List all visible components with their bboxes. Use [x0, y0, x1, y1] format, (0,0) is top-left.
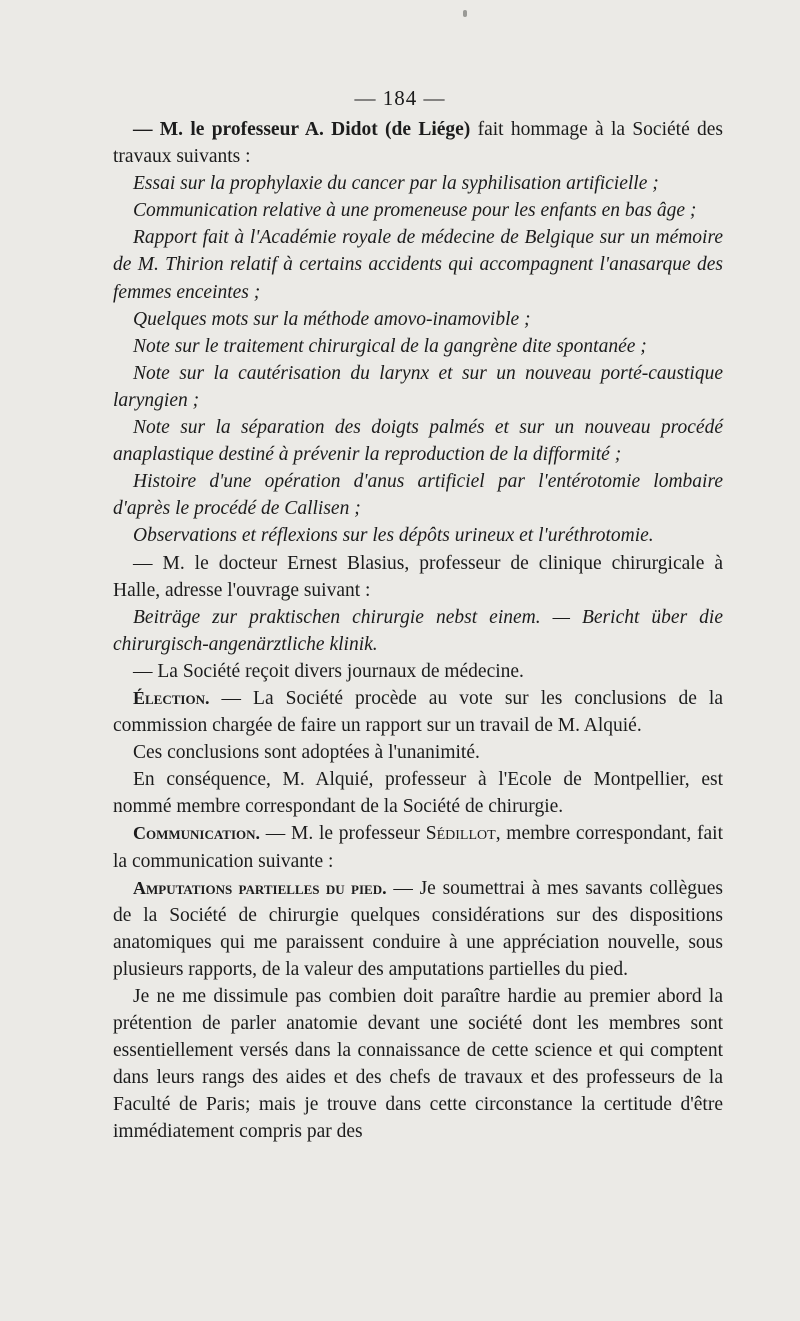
bib-entry: Histoire d'une opération d'anus artificiel par l'entérotomie lombaire d'après le procédé de Callisen ;	[113, 471, 723, 520]
paragraph-election: Élection. — La Société procède au vote sur les conclusions de la commission chargée de faire un rapport sur un travail de M. Alquié.	[113, 687, 723, 737]
bib-entry: Note sur la cautérisation du larynx et sur un nouveau porté-caustique laryngien ;	[113, 362, 723, 411]
paragraph-dissimule: Je ne me dissimule pas combien doit paraître hardie au premier abord la prétention de parler anatomie devant une société dont les membres sont essentiellement versés dans la connaissance de cette science et qui comptent dans leurs rangs des aides et des chefs de travaux et des professeurs de la Faculté de Paris; mais je trouve dans cette circonstance la certitude d'être immédiatement compris par des	[113, 986, 723, 1143]
bib-entry: Rapport fait à l'Académie royale de médecine de Belgique sur un mémoire de M. Thirion relatif à certains accidents qui accompagnent l'anasarque des femmes enceintes ;	[113, 227, 723, 303]
body-text	[113, 116, 723, 1146]
bib-entry: Quelques mots sur la méthode amovo-inamovible ;	[133, 308, 531, 330]
section-heading: Amputations partielles du pied.	[133, 877, 387, 898]
paragraph-journaux: — La Société reçoit divers journaux de médecine.	[133, 660, 524, 682]
bib-entry: Observations et réflexions sur les dépôts urineux et l'uréthrotomie.	[133, 525, 654, 547]
paragraph-conclusions: Ces conclusions sont adoptées à l'unanimité.	[133, 742, 480, 764]
bib-entry: Note sur la séparation des doigts palmés et sur un nouveau procédé anaplastique destiné à prévenir la reproduction de la difformité ;	[113, 417, 723, 466]
page-number: — 184 —	[354, 86, 446, 110]
bib-entry: Note sur le traitement chirurgical de la gangrène dite spontanée ;	[133, 335, 647, 357]
section-heading: Élection.	[133, 687, 210, 708]
bib-entry: Beiträge zur praktischen chirurgie nebst einem. — Bericht über die chirurgisch-angenärztliche klinik.	[113, 606, 723, 655]
paragraph-blasius: — M. le docteur Ernest Blasius, professeur de clinique chirurgicale à Halle, adresse l'ouvrage suivant :	[113, 552, 723, 601]
paragraph-didot: — M. le professeur A. Didot (de Liége) fait hommage à la Société des travaux suivants :	[113, 119, 724, 168]
paragraph-communication: Communication. — M. le professeur Sédillot, membre correspondant, fait la communication suivante :	[113, 823, 723, 872]
bib-entry: Communication relative à une promeneuse pour les enfants en bas âge ;	[133, 200, 697, 222]
section-heading: Communication.	[133, 823, 261, 844]
paper-speck	[463, 10, 467, 17]
bib-entry: Essai sur la prophylaxie du cancer par la syphilisation artificielle ;	[133, 173, 659, 195]
paragraph-amputations: Amputations partielles du pied. — Je soumettrai à mes savants collègues de la Société de chirurgie quelques considérations sur des dispositions anatomiques qui me paraissent conduire à une appréciation nouvelle, sous plusieurs rapports, de la valeur des amputations partielles du pied.	[113, 877, 724, 980]
paragraph-alquie: En conséquence, M. Alquié, professeur à l'Ecole de Montpellier, est nommé membre correspondant de la Société de chirurgie.	[113, 769, 723, 818]
